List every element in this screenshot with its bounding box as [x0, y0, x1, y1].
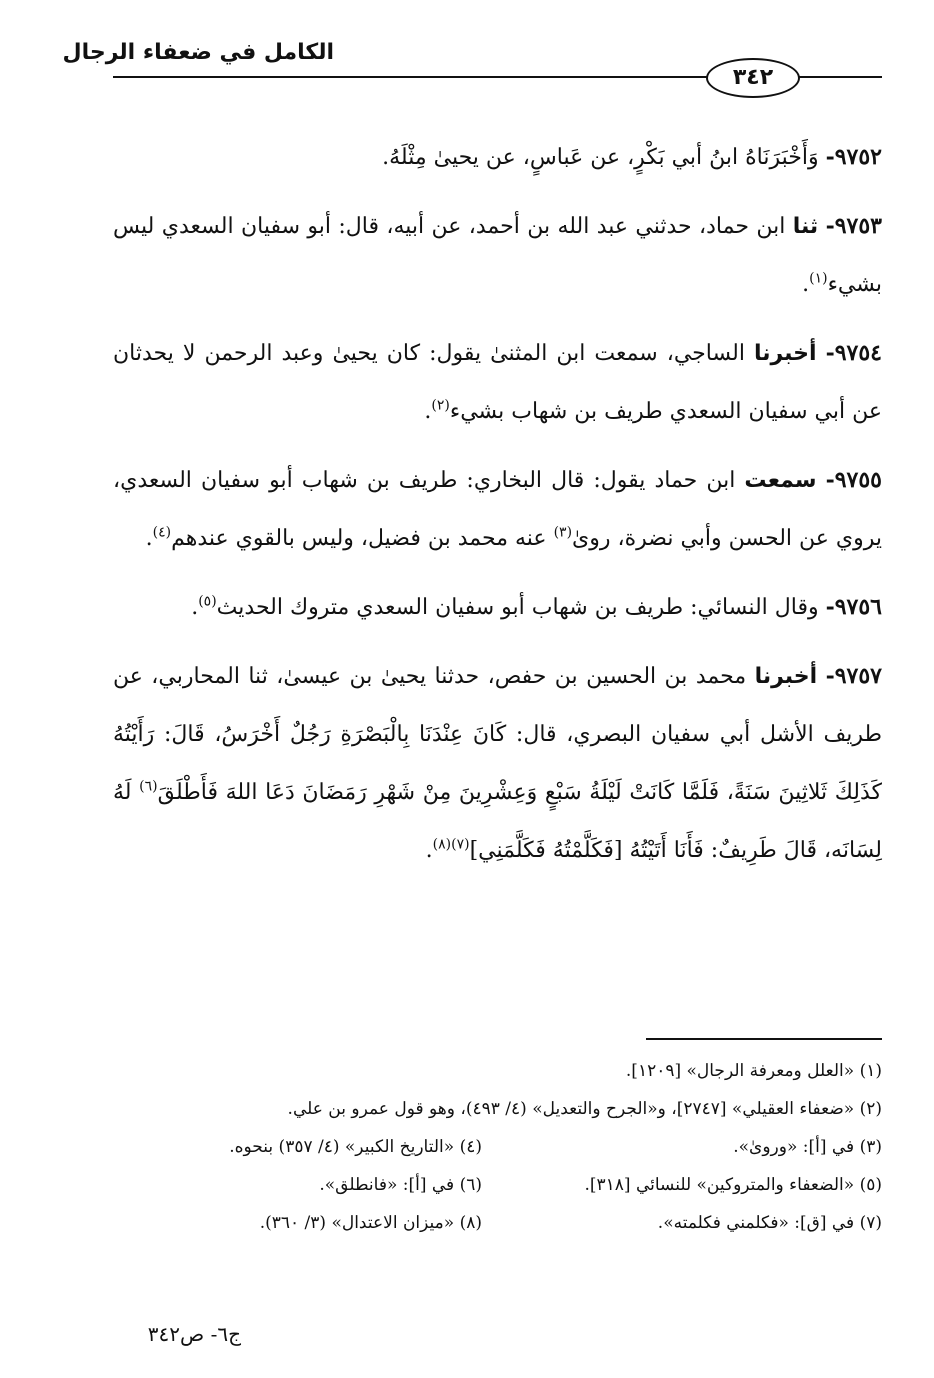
paragraph-9757	[113, 647, 882, 880]
paragraph-9755	[113, 451, 882, 568]
period: .	[145, 526, 153, 551]
footnote-ref[interactable]: (٣)	[553, 524, 573, 541]
narration-keyword: أخبرنا	[753, 341, 817, 366]
paragraph-text: لَهُ لِسَانَه، قَالَ طَرِيفٌ: فَأَنَا أَتَيْتُهُ [فَكَلَّمْتُهُ فَكَلَّمَنِي]	[113, 780, 882, 863]
footnote-line	[113, 1128, 882, 1166]
footnote-8: (٨) «ميزان الاعتدال» (٣/ ٣٦٠).	[259, 1213, 482, 1233]
paragraph-text: الساجي، سمعت ابن المثنىٰ يقول: كان يحيىٰ وعبد الرحمن لا يحدثان عن أبي سفيان السعدي طريف بن شهاب بشيء	[113, 341, 882, 424]
period: .	[802, 272, 810, 297]
paragraph-9753	[113, 197, 882, 314]
page-number-badge: ٣٤٢	[706, 58, 800, 98]
paragraph-9754	[113, 324, 882, 441]
footnote-4: (٤) «التاريخ الكبير» (٤/ ٣٥٧) بنحوه.	[229, 1137, 482, 1157]
footnote-ref[interactable]: (٧)(٨)	[432, 836, 470, 853]
paragraph-text: عنه محمد بن فضيل، وليس بالقوي عندهم	[171, 526, 547, 551]
page-reference: ج٦- ص٣٤٢	[147, 1322, 241, 1346]
paragraph-text: ابن حماد يقول: قال البخاري: طريف بن شهاب أبو سفيان السعدي، يروي عن الحسن وأبي نضرة، روىٰ	[113, 468, 882, 551]
paragraph-text: وقال النسائي: طريف بن شهاب أبو سفيان السعدي متروك الحديث	[216, 595, 819, 620]
period: .	[191, 595, 199, 620]
footnote-separator	[646, 1038, 882, 1040]
book-title: الكامل في ضعفاء الرجال	[62, 40, 334, 65]
hadith-number: ٩٧٥٤-	[825, 340, 882, 366]
hadith-number: ٩٧٥٧-	[825, 663, 882, 689]
footnotes	[113, 1052, 882, 1242]
narration-keyword: ثنا	[792, 214, 819, 239]
paragraph-text: محمد بن الحسين بن حفص، حدثنا يحيىٰ بن عيسىٰ، ثنا المحاربي، عن طريف الأشل أبي سفيان البصري، قال: كَانَ عِنْدَنَا بِالْبَصْرَةِ رَجُلٌ أَخْرَسُ، قَالَ: رَأَيْتُهُ كَذَلِكَ ثَلاثِينَ سَنَةً، فَلَمَّا كَانَتْ لَيْلَةُ سَبْعٍ وَعِشْرِينَ مِنْ شَهْرِ رَمَضَانَ دَعَا اللهَ فَأَطْلَقَ	[113, 664, 882, 805]
footnote-ref[interactable]: (٢)	[431, 397, 450, 414]
footnote-ref[interactable]: (٤)	[152, 524, 172, 541]
footnote-5: (٥) «الضعفاء والمتروكين» للنسائي [٣١٨].	[584, 1175, 882, 1195]
period: .	[424, 399, 432, 424]
hadith-number: ٩٧٥٥-	[825, 467, 882, 493]
footnote-ref[interactable]: (٥)	[198, 593, 217, 610]
paragraph-9756	[113, 578, 882, 637]
period: .	[425, 838, 433, 863]
paragraph-9752	[113, 128, 882, 187]
footnote-ref[interactable]: (١)	[809, 270, 828, 287]
narration-keyword: سمعت	[744, 468, 817, 493]
narration-keyword: أخبرنا	[754, 664, 818, 689]
paragraph-text: وَأَخْبَرَنَاهُ ابنُ أبي بَكْرٍ، عن عَباسٍ، عن يحيىٰ مِثْلَهُ.	[382, 145, 819, 170]
footnote-line	[113, 1090, 882, 1128]
hadith-number: ٩٧٥٦-	[825, 594, 882, 620]
footnote-2: (٢) «ضعفاء العقيلي» [٢٧٤٧]، و«الجرح والتعديل» (٤/ ٤٩٣)، وهو قول عمرو بن علي.	[287, 1099, 882, 1119]
hadith-number: ٩٧٥٢-	[825, 144, 882, 170]
hadith-number: ٩٧٥٣-	[825, 213, 882, 239]
footnote-line	[113, 1166, 882, 1204]
footnote-line	[113, 1204, 882, 1242]
footnote-7: (٧) في [ق]: «فكلمني فكلمته».	[657, 1213, 882, 1233]
footnote-6: (٦) في [أ]: «فانطلق».	[319, 1175, 482, 1195]
footnote-line	[113, 1052, 882, 1090]
footnote-3: (٣) في [أ]: «وروىٰ».	[733, 1137, 882, 1157]
main-text	[113, 128, 882, 890]
paragraph-text: ابن حماد، حدثني عبد الله بن أحمد، عن أبيه، قال: أبو سفيان السعدي ليس بشيء	[113, 214, 882, 297]
footnote-ref[interactable]: (٦)	[139, 778, 158, 795]
footnote-1: (١) «العلل ومعرفة الرجال» [١٢٠٩].	[625, 1061, 882, 1081]
